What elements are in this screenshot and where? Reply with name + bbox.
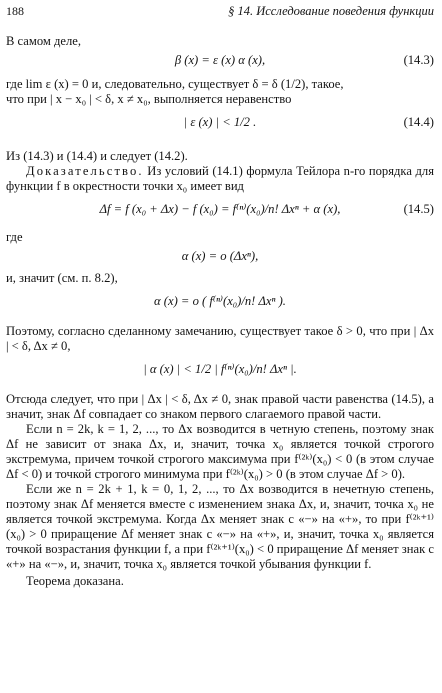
text-line: Из (14.3) и (14.4) и следует (14.2).	[6, 149, 188, 163]
equation-number: (14.3)	[403, 53, 434, 67]
page-header	[6, 4, 434, 20]
theorem-proved: Теорема доказана.	[26, 574, 124, 588]
text-paragraph: Поэтому, согласно сделанному замечанию, существует такое δ > 0, что при | Δx | < δ, Δx ≠ 0,	[6, 324, 434, 353]
text-line: и, значит (см. п. 8.2),	[6, 271, 118, 285]
equation-formula: α (x) = o (Δxⁿ),	[181, 249, 259, 263]
text-paragraph: Если же n = 2k + 1, k = 0, 1, 2, ..., то Δx возводится в нечетную степень, поэтому знак Δf меняется вместе с изменением знака Δx, и, значит, точка x₀ не является точкой экстремума. Когда Δx меняет знак с «−» на «+», то при f⁽²ᵏ⁺¹⁾(x₀) > 0 приращение Δf меняет знак с «−» на «+», и, значит, точка x₀ является точкой возрастания функции f, а при f⁽²ᵏ⁺¹⁾(x₀) < 0 приращение Δf меняет знак с «+» на «−», и, значит, точка x₀ является точкой убывания функции f.	[6, 482, 434, 571]
proof-word: Доказательство.	[26, 164, 144, 178]
text-line: что при | x − x₀ | < δ, x ≠ x₀, выполняется неравенство	[6, 92, 292, 106]
equation-number: (14.4)	[403, 115, 434, 129]
equation-alpha-o	[6, 245, 434, 267]
equation-alpha-bound	[6, 354, 434, 386]
running-title: § 14. Исследование поведения функции	[228, 4, 434, 18]
equation-number: (14.5)	[403, 202, 434, 216]
equation-formula: Δf = f (x₀ + Δx) − f (x₀) = f⁽ⁿ⁾(x₀)/n! Δxⁿ + α (x),	[99, 202, 341, 216]
text-line: где	[6, 230, 23, 244]
equation-alpha-o-bracket	[6, 286, 434, 318]
equation-formula: | ε (x) | < 1/2 .	[183, 115, 257, 129]
equation-formula: α (x) = o ( f⁽ⁿ⁾(x₀)/n! Δxⁿ ).	[154, 294, 286, 308]
page-body	[6, 34, 434, 589]
equation-14-3	[6, 49, 434, 71]
text-paragraph: Если n = 2k, k = 1, 2, ..., то Δx возводится в четную степень, поэтому знак Δf не зависит от знака Δx, и, значит, точка x₀ является точкой строгого экстремума, причем точкой строгого максимума при f⁽²ᵏ⁾(x₀) < 0 (в этом случае Δf < 0) и точкой строгого минимума при f⁽²ᵏ⁾(x₀) > 0 (в этом случае Δf > 0).	[6, 422, 434, 481]
proof-paragraph	[6, 164, 434, 194]
equation-formula: β (x) = ε (x) α (x),	[174, 53, 266, 67]
equation-14-5	[6, 194, 434, 226]
proof-text: Из условий (14.1) формула Тейлора n-го порядка для функции f в окрестности точки x₀ имеет вид	[6, 164, 434, 193]
text-paragraph: Отсюда следует, что при | Δx | < δ, Δx ≠ 0, знак правой части равенства (14.5), а значит, знак Δf совпадает со знаком первого слагаемого правой части.	[6, 392, 434, 421]
text-line: В самом деле,	[6, 34, 82, 48]
equation-14-4	[6, 107, 434, 139]
text-line: где lim ε (x) = 0 и, следовательно, существует δ = δ (1/2), такое,	[6, 77, 344, 91]
page-number: 188	[6, 4, 24, 18]
equation-formula: | α (x) | < 1/2 | f⁽ⁿ⁾(x₀)/n! Δxⁿ |.	[143, 362, 297, 376]
